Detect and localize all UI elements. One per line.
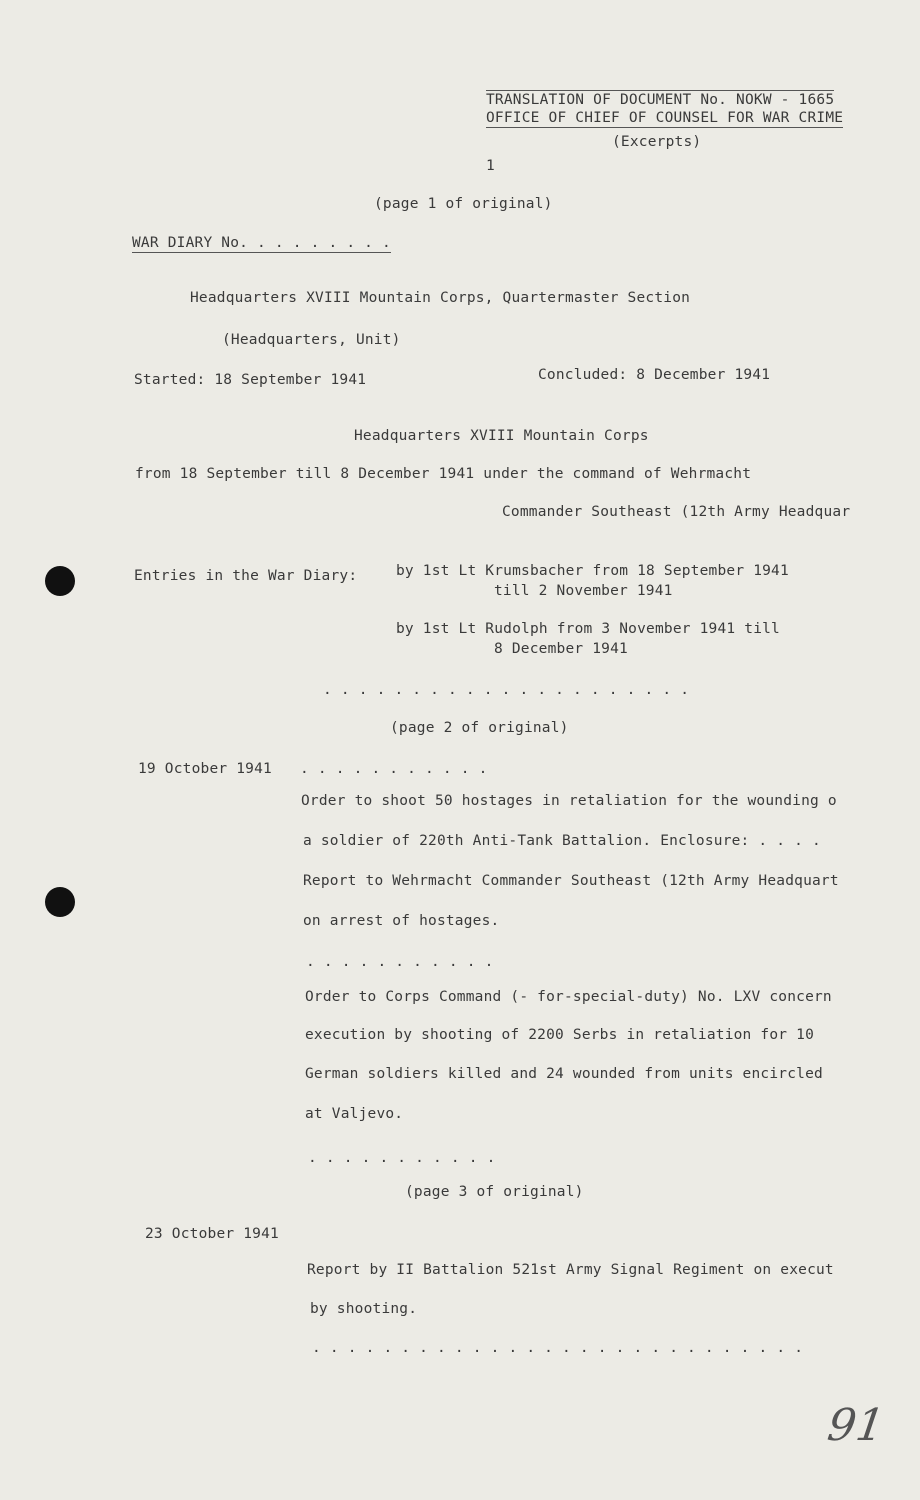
punch-hole [45,566,75,596]
order-2-line-3: German soldiers killed and 24 wounded from units encircled [305,1066,823,1082]
entry-1-line-1: by 1st Lt Krumsbacher from 18 September 1941 [396,563,789,579]
headquarters-line: Headquarters XVIII Mountain Corps, Quartermaster Section [190,290,691,306]
page-marker-2: (page 2 of original) [390,720,569,736]
document-number: 1 [486,158,495,174]
hq-title: Headquarters XVIII Mountain Corps [354,428,649,444]
order-2-line-2: execution by shooting of 2200 Serbs in retaliation for 10 [305,1027,814,1043]
war-diary-label: WAR DIARY No. . . . . . . . . [132,235,391,251]
dots-separator: . . . . . . . . . . . [300,761,488,777]
entry-date-1: 19 October 1941 [138,761,272,777]
headquarters-unit: (Headquarters, Unit) [222,332,401,348]
handwritten-page-number: 91 [824,1400,888,1451]
header-line-2: OFFICE OF CHIEF OF COUNSEL FOR WAR CRIME [486,110,844,126]
header-line-1: TRANSLATION OF DOCUMENT No. NOKW - 1665 [486,92,835,108]
concluded-date: Concluded: 8 December 1941 [538,367,771,383]
order-2-line-4: at Valjevo. [305,1106,404,1122]
order-1-line-1: Order to shoot 50 hostages in retaliation for the wounding o [301,793,837,809]
punch-hole [45,887,75,917]
command-line-2: Commander Southeast (12th Army Headquar [502,504,851,520]
entries-label: Entries in the War Diary: [134,568,358,584]
order-1-line-3: Report to Wehrmacht Commander Southeast (12th Army Headquart [303,873,839,889]
order-2-line-1: Order to Corps Command (- for-special-duty) No. LXV concern [305,989,832,1005]
order-1-line-4: on arrest of hostages. [303,913,500,929]
dots-separator: . . . . . . . . . . . . . . . . . . . . . . . . . . . . [312,1340,804,1356]
dots-separator: . . . . . . . . . . . [306,954,494,970]
page-marker-1: (page 1 of original) [374,196,553,212]
header-excerpts: (Excerpts) [612,134,702,150]
dots-separator: . . . . . . . . . . . . . . . . . . . . . [323,682,690,698]
page-marker-3: (page 3 of original) [405,1184,584,1200]
order-1-line-2: a soldier of 220th Anti-Tank Battalion. Enclosure: . . . . [303,833,821,849]
started-date: Started: 18 September 1941 [134,372,367,388]
report-line-1: Report by II Battalion 521st Army Signal Regiment on execut [307,1262,834,1278]
entry-2-line-1: by 1st Lt Rudolph from 3 November 1941 till [396,621,780,637]
entry-2-line-2: 8 December 1941 [494,641,628,657]
entry-date-2: 23 October 1941 [145,1226,279,1242]
dots-separator: . . . . . . . . . . . [308,1150,496,1166]
report-line-2: by shooting. [310,1301,418,1317]
command-line-1: from 18 September till 8 December 1941 under the command of Wehrmacht [135,466,752,482]
entry-1-line-2: till 2 November 1941 [494,583,673,599]
